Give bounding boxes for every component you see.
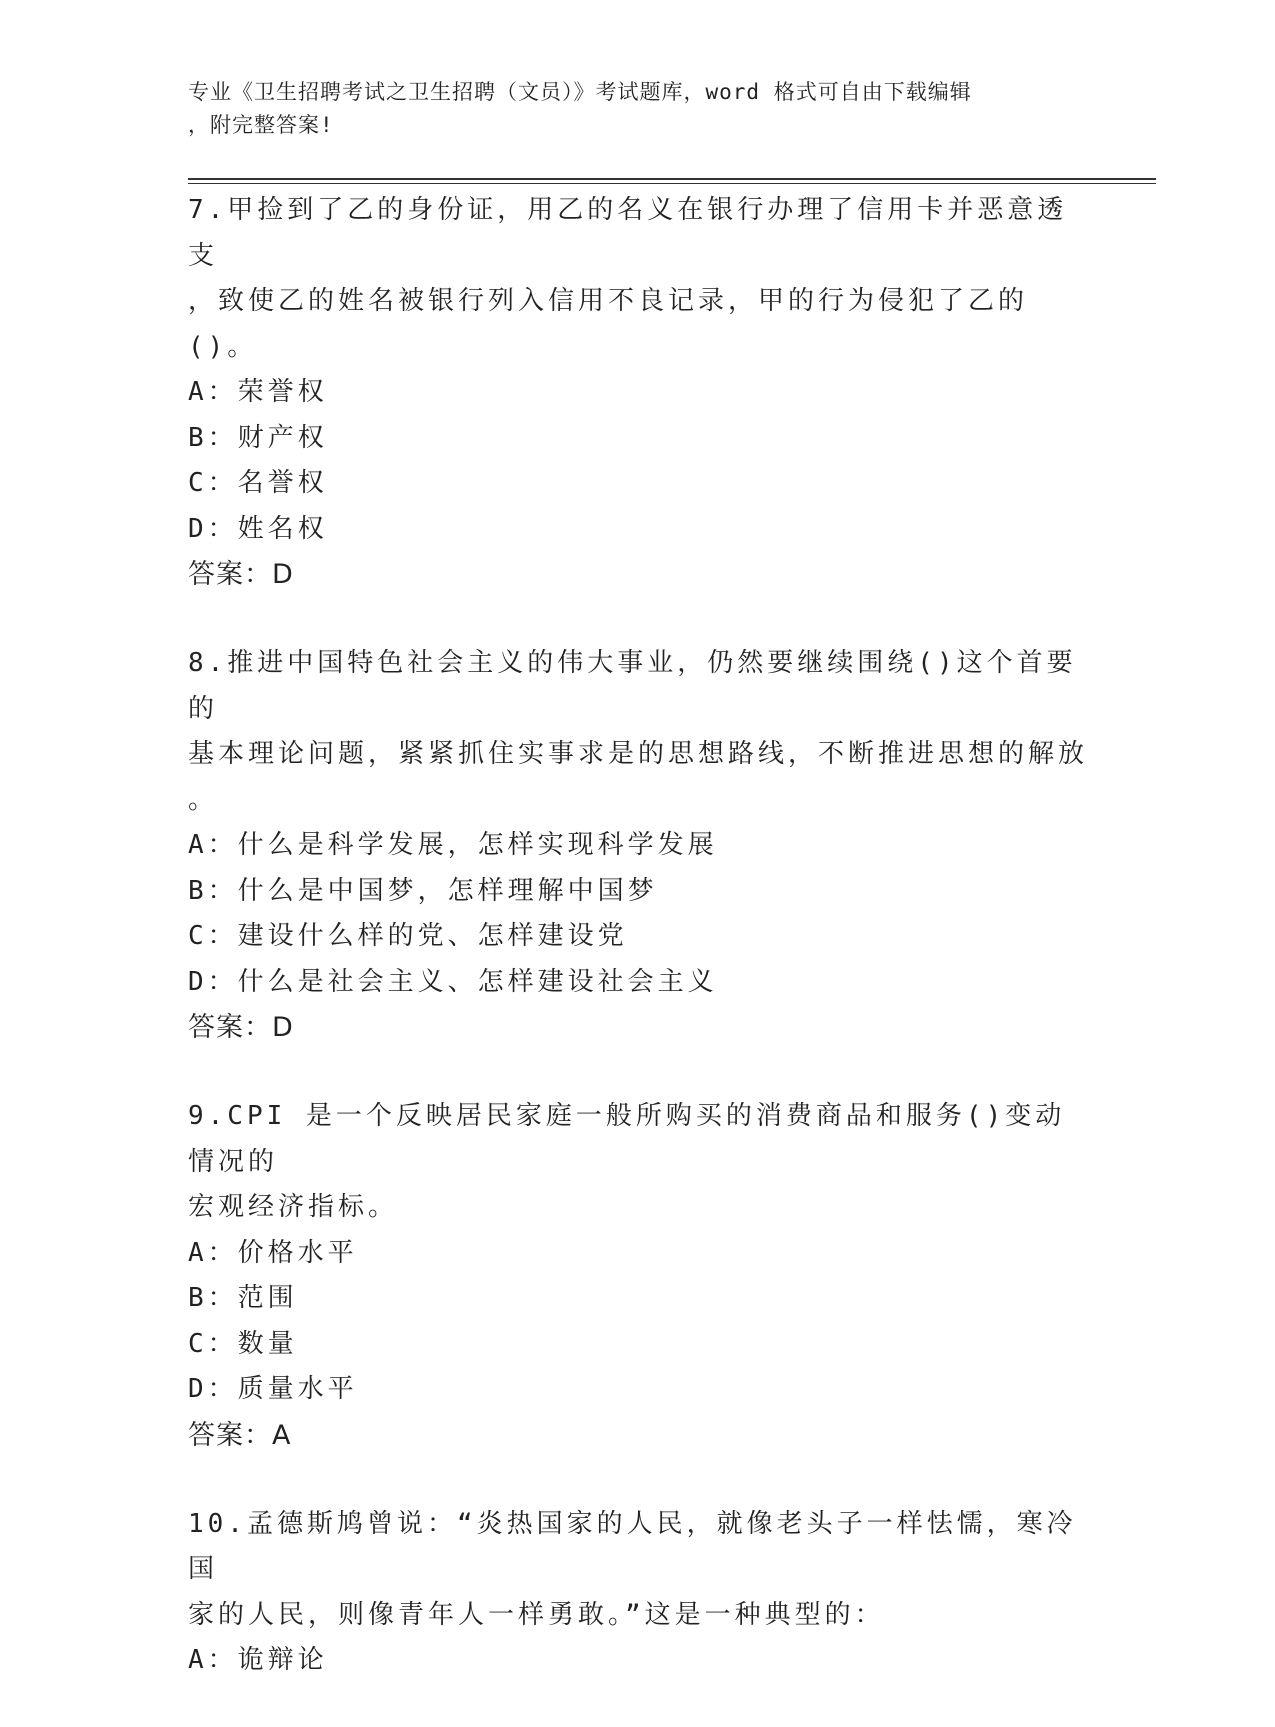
answer: 答案：A [188,1419,292,1451]
question-8 [188,641,1088,1051]
option-a: A：诡辩论 [188,1645,328,1675]
header-divider-thin [188,183,1156,184]
question-stem-line: 基本理论问题，紧紧抓住实事求是的思想路线，不断推进思想的解放 [188,739,1089,769]
question-9 [188,1094,1088,1459]
question-stem-line: ，致使乙的姓名被银行列入信用不良记录，甲的行为侵犯了乙的()。 [188,286,1029,362]
document-header [188,76,1068,142]
option-b: B：什么是中国梦，怎样理解中国梦 [188,875,658,906]
option-c: C：名誉权 [188,468,328,498]
header-divider [188,178,1156,180]
question-stem-line: 。 [188,784,219,815]
question-stem-line: 10.孟德斯鸠曾说：“炎热国家的人民，就像老头子一样怯懦，寒冷国 [188,1508,1077,1584]
question-7 [188,188,1088,598]
option-a: A：荣誉权 [188,377,328,407]
option-d: D：什么是社会主义、怎样建设社会主义 [188,966,718,997]
header-line-1: 专业《卫生招聘考试之卫生招聘（文员）》考试题库，word 格式可自由下载编辑 [188,80,972,104]
option-c: C：数量 [188,1328,298,1359]
option-c: C：建设什么样的党、怎样建设党 [188,921,628,951]
question-stem-line: 宏观经济指标。 [188,1192,399,1222]
option-a: A：什么是科学发展，怎样实现科学发展 [188,830,718,860]
question-10 [188,1502,1088,1684]
question-stem-line: 7.甲捡到了乙的身份证，用乙的名义在银行办理了信用卡并恶意透支 [188,195,1068,271]
question-stem-line: 8.推进中国特色社会主义的伟大事业，仍然要继续围绕()这个首要的 [188,648,1077,724]
option-b: B：财产权 [188,422,328,453]
question-list [188,188,1088,1727]
answer: 答案：D [188,1012,294,1043]
header-line-2: ，附完整答案! [188,113,334,137]
option-d: D：姓名权 [188,513,328,544]
question-stem-line: 9.CPI 是一个反映居民家庭一般所购买的消费商品和服务()变动情况的 [188,1101,1066,1177]
question-stem-line: 家的人民，则像青年人一样勇敢。”这是一种典型的： [188,1599,885,1630]
option-d: D：质量水平 [188,1374,358,1404]
option-b: B：范围 [188,1283,298,1313]
option-a: A：价格水平 [188,1237,358,1268]
answer: 答案：D [188,559,294,590]
